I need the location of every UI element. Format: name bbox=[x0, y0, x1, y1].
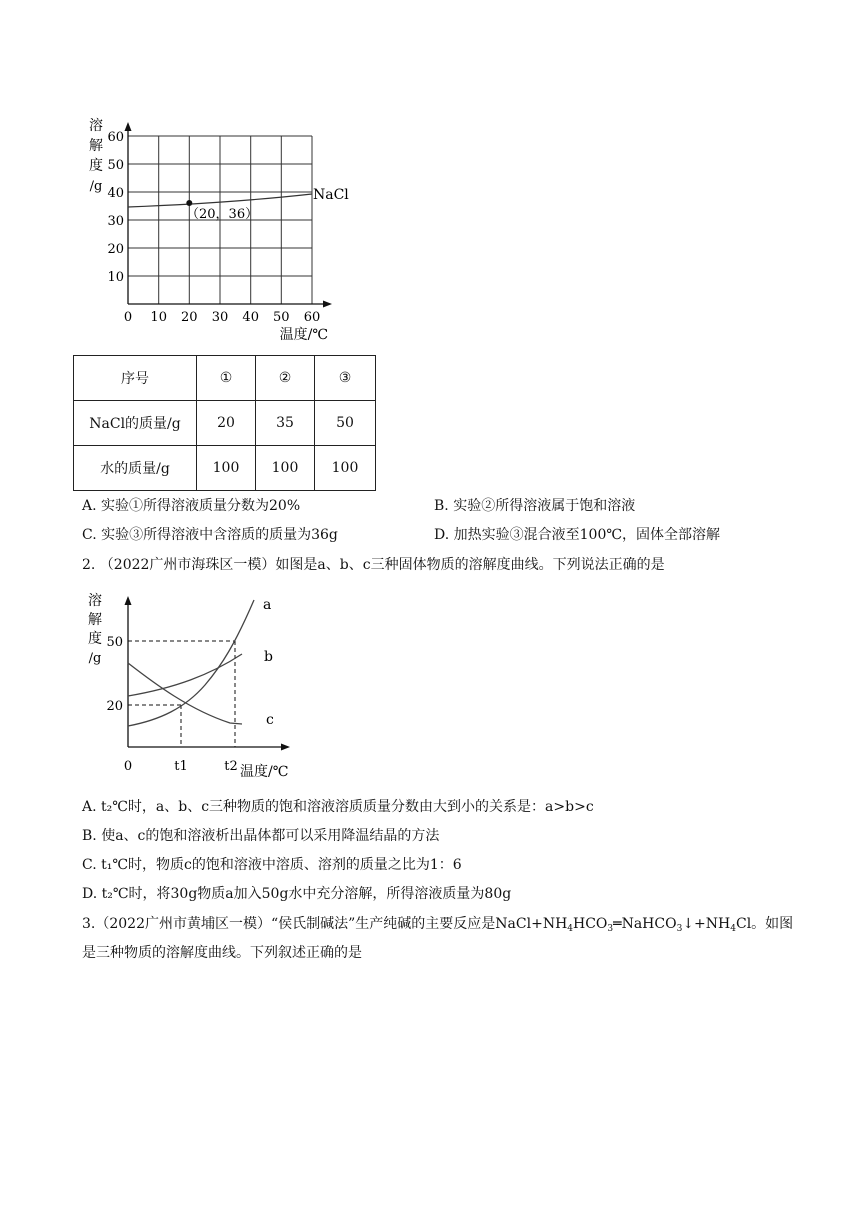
chart1-xtick: 30 bbox=[211, 310, 229, 325]
table-header-cell: ② bbox=[256, 356, 315, 401]
chart1-x-arrow bbox=[323, 301, 332, 308]
chart1-ytick: 20 bbox=[107, 242, 124, 257]
q2-option-d: D. t₂℃时，将30g物质a加入50g水中充分溶解，所得溶液质量为80g bbox=[82, 886, 512, 902]
chart2-y-arrow bbox=[125, 596, 132, 605]
table-cell: 100 bbox=[256, 446, 315, 491]
chart1-xtick: 60 bbox=[303, 310, 321, 325]
q3-subscript: 3 bbox=[676, 924, 683, 934]
table-cell: 20 bbox=[197, 401, 256, 446]
q1-option-c: C. 实验③所得溶液中含溶质的质量为36g bbox=[82, 527, 338, 543]
table-header-cell: ① bbox=[197, 356, 256, 401]
q3-text: Cl。如图 bbox=[735, 916, 794, 932]
chart2-ylabel-1: 溶 bbox=[88, 593, 102, 609]
curve-c bbox=[128, 663, 242, 724]
chart1-y-arrow bbox=[125, 122, 132, 131]
curve-a-label: a bbox=[263, 597, 272, 613]
chart2-ylabel-2: 解 bbox=[88, 612, 102, 628]
table-header-cell: ③ bbox=[315, 356, 376, 401]
experiment-table bbox=[73, 355, 376, 491]
chart1-ytick: 60 bbox=[107, 130, 124, 145]
chart1-xtick: 40 bbox=[242, 310, 259, 325]
chart1-xtick: 50 bbox=[273, 310, 290, 325]
chart2-ytick-20: 20 bbox=[106, 699, 123, 714]
chart1-xlabel: 温度/℃ bbox=[279, 327, 328, 343]
q3-text: ↓+NH bbox=[682, 916, 731, 932]
chart1-xtick: 20 bbox=[181, 310, 198, 325]
table-row bbox=[74, 446, 376, 491]
chart1-ylabel-2: 解 bbox=[89, 138, 103, 154]
table-row-label: NaCl的质量/g bbox=[74, 401, 197, 446]
curve-c-label: c bbox=[266, 712, 274, 728]
chart1-ytick: 40 bbox=[107, 186, 124, 201]
chart1-ytick: 50 bbox=[107, 158, 124, 173]
chart2-xtick-0: 0 bbox=[123, 759, 133, 774]
q2-stem: 2. （2022广州市海珠区一模）如图是a、b、c三种固体物质的溶解度曲线。下列说法正确的是 bbox=[82, 557, 665, 573]
table-cell: 50 bbox=[315, 401, 376, 446]
q3-text: HCO bbox=[573, 916, 608, 932]
nacl-point-label: （20，36） bbox=[186, 207, 259, 222]
q2-option-a: A. t₂℃时，a、b、c三种物质的饱和溶液溶质质量分数由大到小的关系是：a>b>c bbox=[82, 799, 594, 815]
chart1-ylabel-4: /g bbox=[89, 179, 103, 194]
abc-solubility-chart bbox=[80, 588, 300, 780]
q3-text: ═NaHCO bbox=[613, 916, 677, 932]
chart2-ylabel-3: 度 bbox=[88, 631, 102, 647]
chart2-guides bbox=[128, 641, 235, 747]
q3-subscript: 4 bbox=[730, 924, 736, 934]
curve-b bbox=[128, 654, 242, 696]
table-cell: 35 bbox=[256, 401, 315, 446]
q3-stem-line1 bbox=[82, 915, 793, 938]
chart1-ylabel-3: 度 bbox=[89, 158, 103, 174]
q3-subscript: 3 bbox=[607, 924, 614, 934]
nacl-curve-label: NaCl bbox=[313, 187, 349, 203]
q3-text: 3.（2022广州市黄埔区一模）“侯氏制碱法”生产纯碱的主要反应是NaCl+NH bbox=[82, 916, 568, 932]
curve-b-label: b bbox=[264, 649, 273, 665]
chart2-ylabel-4: /g bbox=[88, 651, 102, 666]
chart2-xtick-t2: t2 bbox=[224, 759, 238, 774]
q3-stem-line2: 是三种物质的溶解度曲线。下列叙述正确的是 bbox=[82, 945, 362, 961]
chart2-xtick-t1: t1 bbox=[174, 759, 188, 774]
q3-subscript: 4 bbox=[567, 924, 574, 934]
table-header-row bbox=[74, 356, 376, 401]
table-header-cell: 序号 bbox=[74, 356, 197, 401]
chart1-xtick: 10 bbox=[150, 310, 167, 325]
chart1-xtick: 0 bbox=[123, 310, 133, 325]
nacl-point bbox=[186, 200, 192, 206]
chart2-ytick-50: 50 bbox=[106, 635, 123, 650]
nacl-solubility-chart bbox=[80, 110, 370, 345]
chart2-xlabel: 温度/℃ bbox=[240, 764, 289, 780]
q2-option-b: B. 使a、c的饱和溶液析出晶体都可以采用降温结晶的方法 bbox=[82, 828, 440, 844]
chart1-ytick: 30 bbox=[107, 214, 124, 229]
table-row-label: 水的质量/g bbox=[74, 446, 197, 491]
chart2-x-arrow bbox=[281, 744, 290, 751]
q2-option-c: C. t₁℃时，物质c的饱和溶液中溶质、溶剂的质量之比为1：6 bbox=[82, 857, 462, 873]
q1-option-b: B. 实验②所得溶液属于饱和溶液 bbox=[434, 498, 636, 514]
chart1-ytick: 10 bbox=[107, 270, 124, 285]
table-cell: 100 bbox=[315, 446, 376, 491]
chart1-ylabel-1: 溶 bbox=[89, 118, 103, 134]
q1-option-a: A. 实验①所得溶液质量分数为20% bbox=[82, 498, 301, 514]
table-row bbox=[74, 401, 376, 446]
table-cell: 100 bbox=[197, 446, 256, 491]
q1-option-d: D. 加热实验③混合液至100℃，固体全部溶解 bbox=[434, 527, 721, 543]
